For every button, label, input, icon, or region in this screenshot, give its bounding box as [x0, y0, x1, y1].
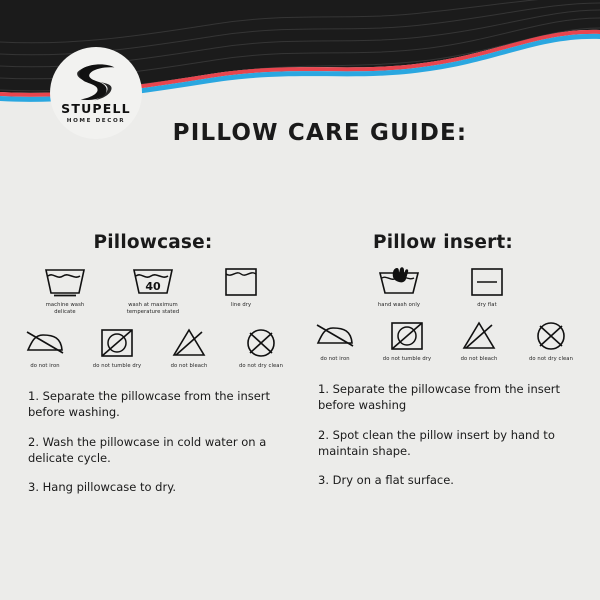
instruction-step: 1. Separate the pillowcase from the insert before washing.	[28, 389, 271, 420]
symbol-do-not-tumble-dry	[376, 319, 438, 363]
brand-name: STUPELL	[61, 100, 131, 116]
symbol-caption: do not iron	[30, 363, 60, 370]
stupell-swoosh-logo-icon	[73, 62, 119, 102]
symbol-do-not-tumble-dry	[86, 326, 148, 370]
instructions-pillow-insert	[312, 381, 574, 489]
brand-logo	[50, 47, 142, 139]
symbol-caption: do not bleach	[170, 363, 208, 370]
symbol-caption: dry flat	[477, 302, 497, 308]
symbol-caption: line dry	[230, 302, 252, 308]
instruction-step: 2. Spot clean the pillow insert by hand to maintain shape.	[318, 427, 555, 459]
symbol-caption: wash at maximum temperature stated	[126, 302, 180, 316]
symbol-row-prohibitions-left	[22, 326, 284, 370]
symbol-do-not-dry-clean	[520, 319, 582, 363]
symbol-row-prohibitions-right	[312, 319, 574, 363]
symbol-caption: hand wash only	[377, 302, 421, 308]
svg-text:40: 40	[145, 280, 161, 293]
symbol-do-not-bleach	[448, 319, 510, 363]
section-pillow-insert	[312, 232, 574, 502]
symbol-caption: do not tumble dry	[92, 363, 142, 370]
symbol-hand-wash-only	[368, 265, 430, 309]
symbol-machine-wash-delicate	[34, 265, 96, 316]
instruction-step: 2. Wash the pillowcase in cold water on a delicate cycle.	[28, 434, 267, 466]
symbol-row-primary-left	[22, 265, 284, 316]
instruction-step: 3. Hang pillowcase to dry.	[28, 480, 177, 495]
symbol-caption: do not bleach	[460, 356, 498, 363]
section-title-pillow-insert: Pillow insert:	[372, 232, 514, 253]
section-pillowcase	[22, 232, 284, 509]
instruction-step: 3. Dry on a flat surface.	[318, 473, 454, 488]
symbol-do-not-dry-clean	[230, 326, 292, 370]
page-title-text: PILLOW CARE GUIDE:	[172, 120, 468, 146]
symbol-caption: machine wash delicate	[45, 302, 85, 316]
symbol-caption: do not dry clean	[239, 363, 283, 370]
symbol-line-dry	[210, 265, 272, 309]
symbol-caption: do not dry clean	[529, 356, 573, 363]
section-title-pillowcase: Pillowcase:	[93, 232, 213, 253]
symbol-row-primary-right	[312, 265, 574, 309]
symbol-do-not-bleach	[158, 326, 220, 370]
symbol-wash-40	[122, 265, 184, 316]
symbol-dry-flat	[456, 265, 518, 309]
symbol-caption: do not tumble dry	[382, 356, 432, 363]
symbol-do-not-iron	[14, 326, 76, 370]
symbol-caption: do not iron	[320, 356, 350, 363]
brand-tagline: HOME DECOR	[66, 118, 126, 125]
instruction-step: 1. Separate the pillowcase from the insert before washing	[318, 382, 561, 413]
instructions-pillowcase	[22, 388, 284, 496]
symbol-do-not-iron	[304, 319, 366, 363]
